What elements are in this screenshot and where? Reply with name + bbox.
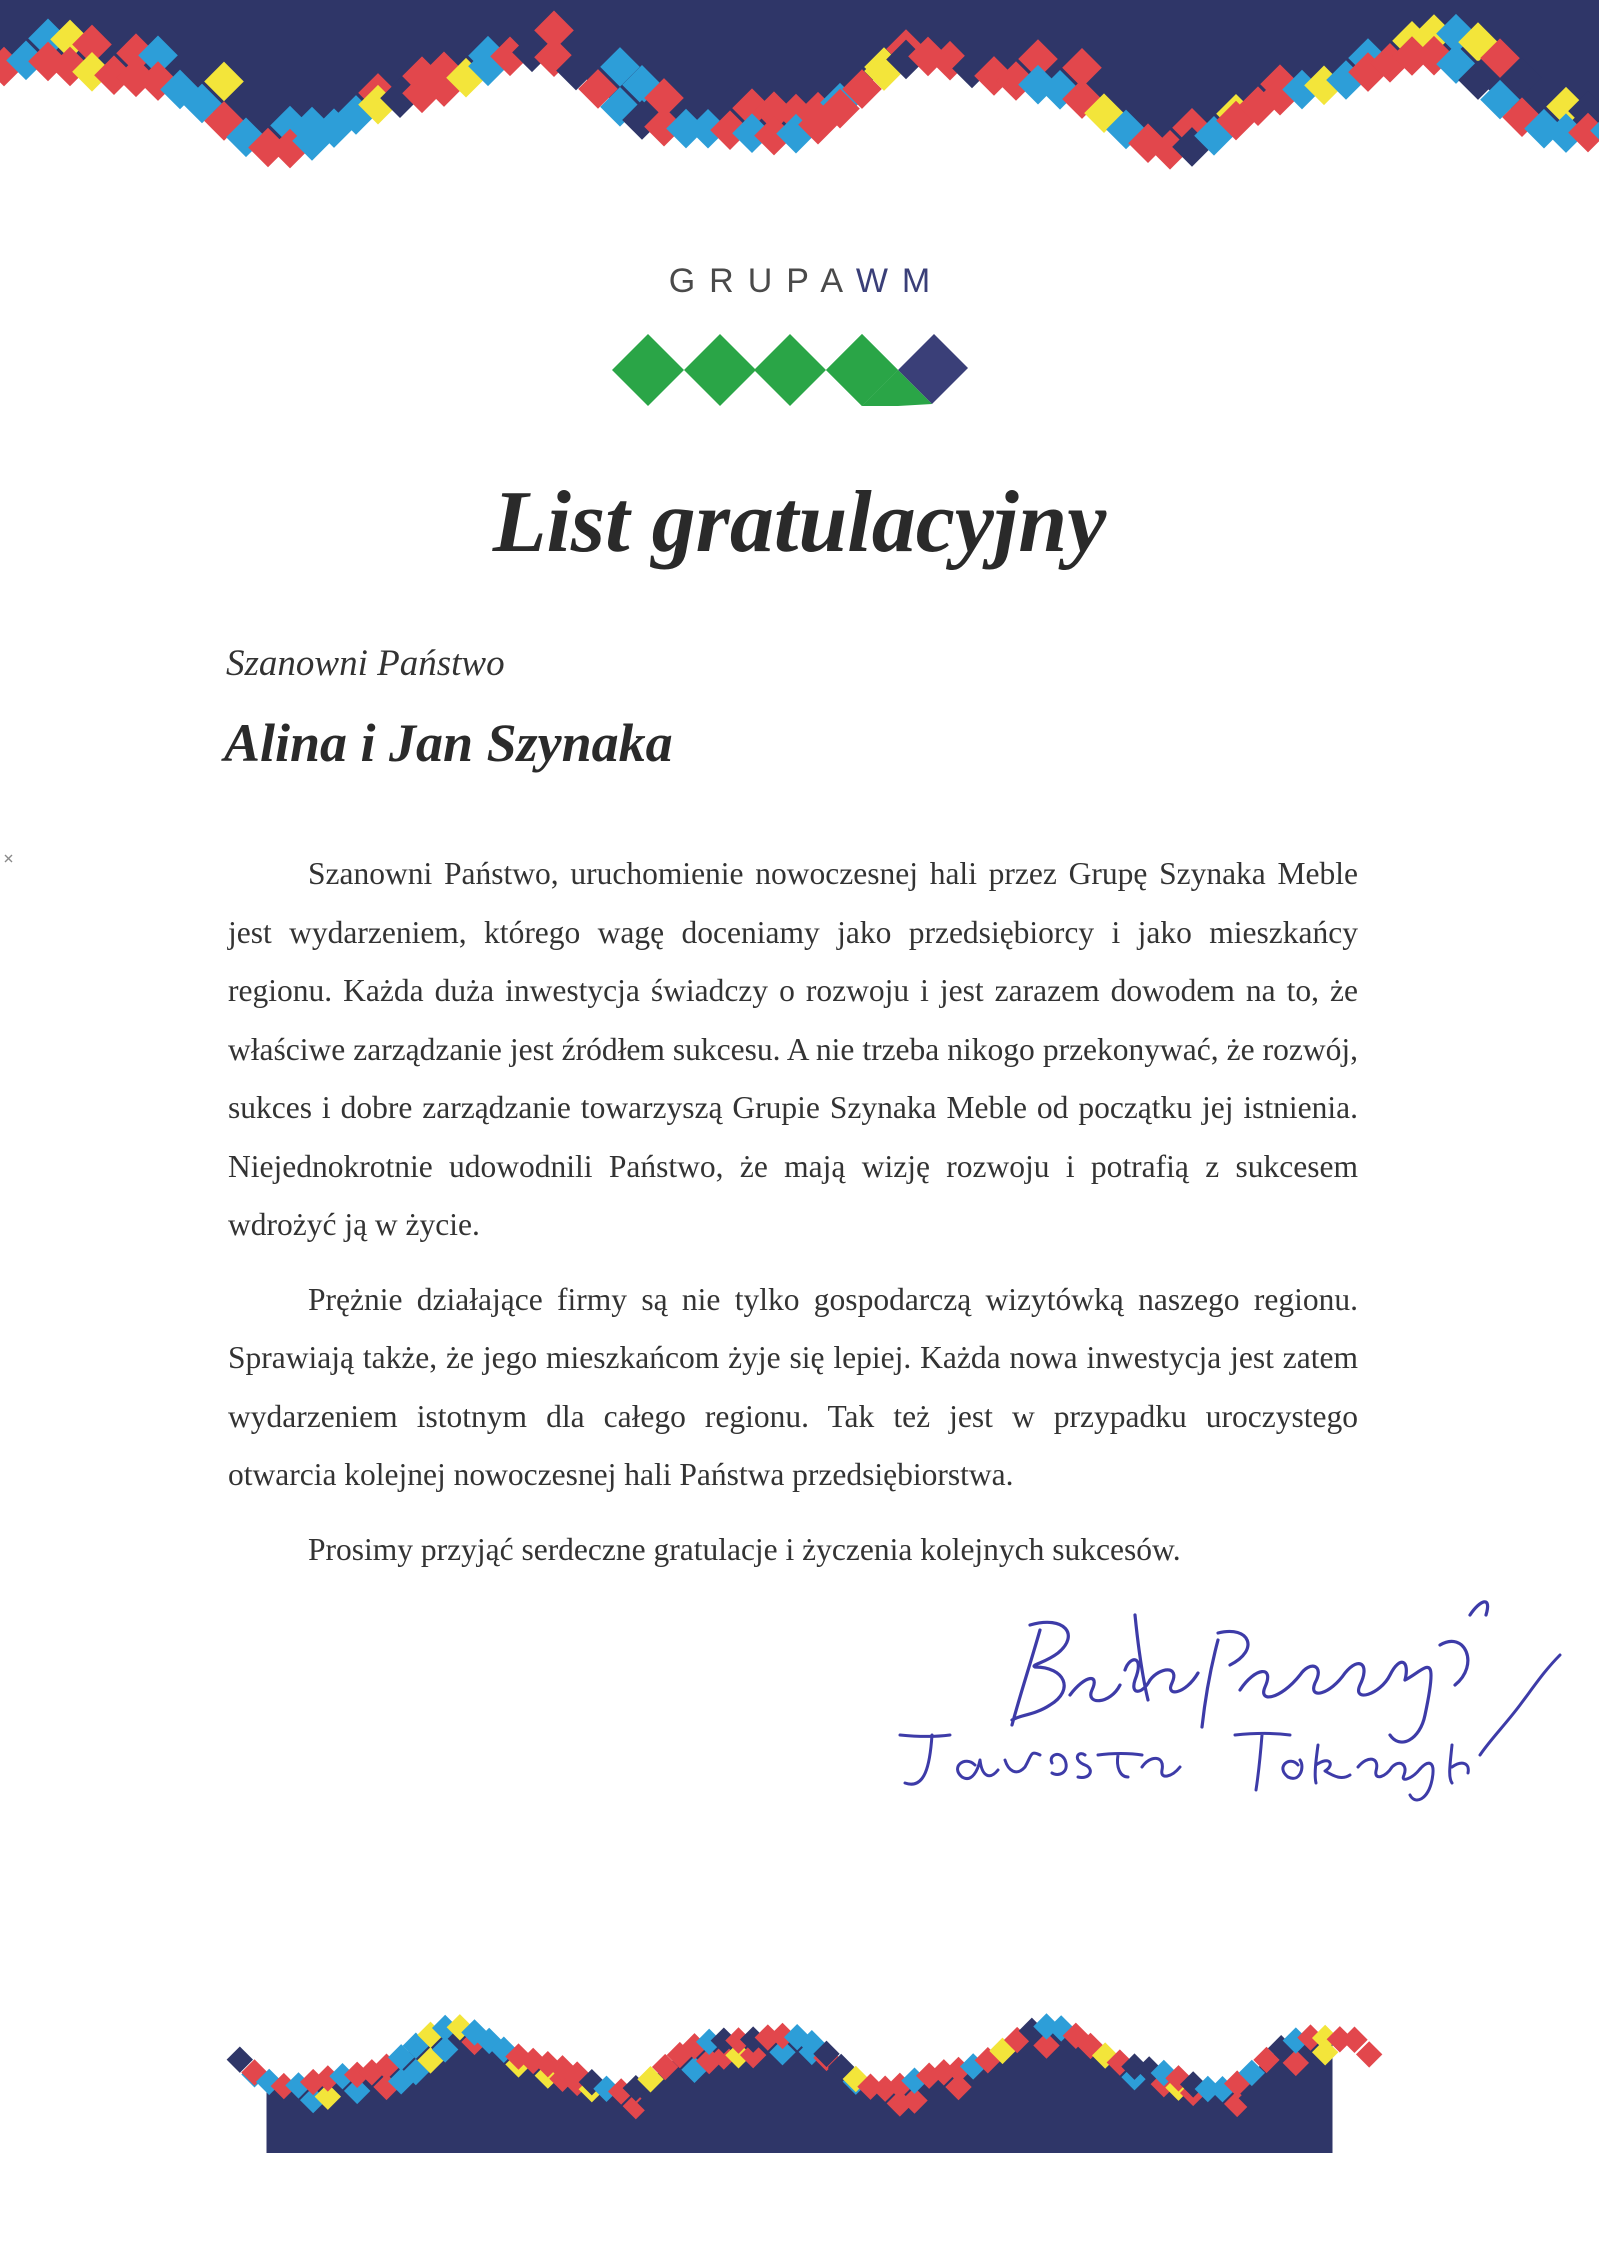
top-decorative-border [0, 0, 1599, 200]
bottom-decorative-border [0, 1953, 1599, 2153]
paragraph: Szanowni Państwo, uruchomienie nowoczesnej hali przez Grupę Szynaka Meble jest wydarzeniem, którego wagę doceniamy jako przedsiębiorcy i jako mieszkańcy regionu. Każda duża inwestycja świadczy o rozwoju i jest zarazem dowodem na to, że właściwe zarządzanie jest źródłem sukcesu. A nie trzeba nikogo przekonywać, że rozwój, sukces i dobre zarządzanie towarzyszą Grupie Szynaka Meble od początku jej istnienia. Niejednokrotnie udowodnili Państwo, że mają wizję rozwoju i potrafią z sukcesem wdrożyć ją w życie. [228, 856, 1358, 1242]
letter-body [228, 845, 1358, 1595]
salutation: Szanowni Państwo [226, 643, 505, 684]
handwritten-signatures [880, 1555, 1599, 1835]
document-title: List gratulacyjny [492, 474, 1107, 571]
paragraph: Prężnie działające firmy są nie tylko gospodarczą wizytówką naszego regionu. Sprawiają także, że jego mieszkańcom żyje się lepiej. Każda nowa inwestycja jest zatem wydarzeniem istotnym dla całego regionu. Tak też jest w przypadku uroczystego otwarcia kolejnej nowoczesnej hali Państwa przedsiębiorstwa. [228, 1281, 1358, 1492]
signature-beata-palasz [1012, 1602, 1488, 1742]
logo-wordmark: GRUPAWM [668, 262, 945, 300]
closing-line: Prosimy przyjąć serdeczne gratulacje i życzenia kolejnych sukcesów. [308, 1531, 1181, 1567]
company-logo [0, 262, 1599, 301]
scan-artifact [2, 852, 16, 866]
logo-zigzag-mark [612, 322, 968, 418]
recipient-name: Alina i Jan Szynaka [224, 713, 673, 773]
